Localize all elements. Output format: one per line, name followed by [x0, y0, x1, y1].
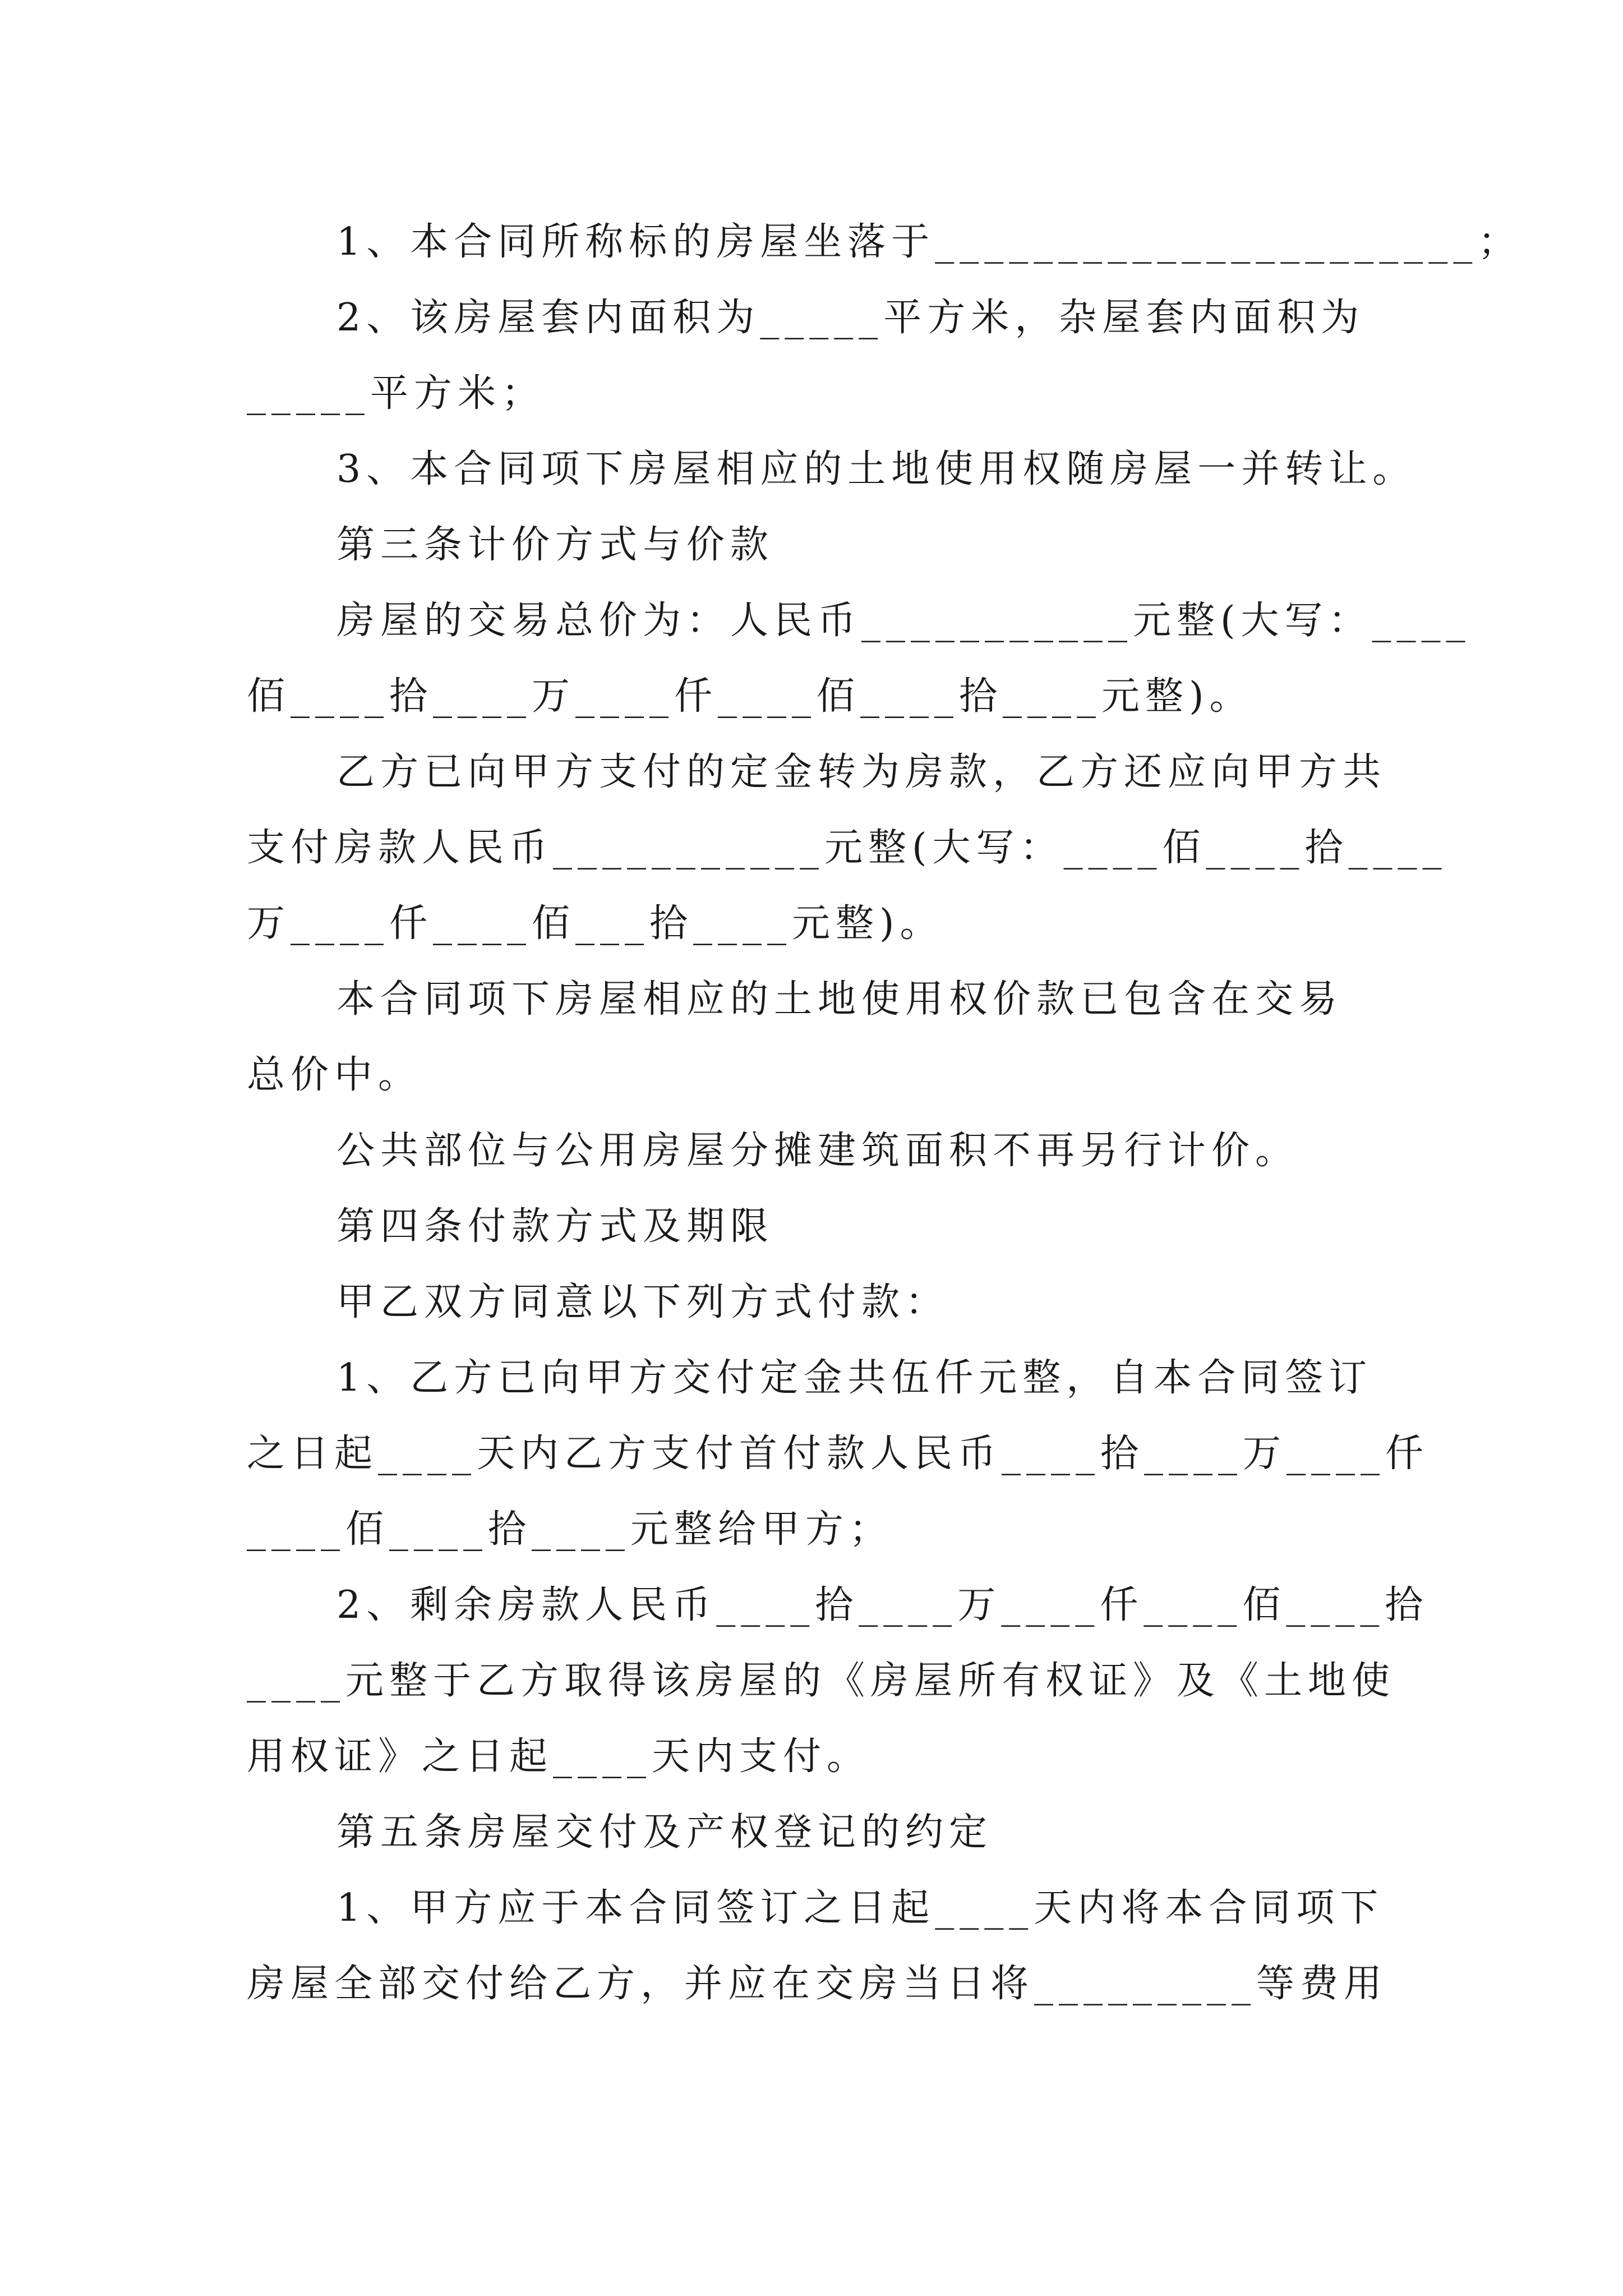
clause-line: 3、本合同项下房屋相应的土地使用权随房屋一并转让。: [336, 447, 1417, 491]
clause-line: 万____仟____佰___拾____元整)。: [247, 901, 944, 946]
clause-line: 1、本合同所称标的房屋坐落于______________________；: [336, 220, 1522, 264]
clause-line: 甲乙双方同意以下列方式付款：: [336, 1280, 949, 1324]
section-heading: 第五条房屋交付及产权登记的约定: [336, 1810, 993, 1855]
clause-line: ____元整于乙方取得该房屋的《房屋所有权证》及《土地使: [247, 1659, 1396, 1703]
clause-line: 乙方已向甲方支付的定金转为房款，乙方还应向甲方共: [336, 750, 1387, 794]
section-heading: 第三条计价方式与价款: [336, 523, 774, 567]
section-heading: 第四条付款方式及期限: [336, 1204, 774, 1249]
clause-line: 公共部位与公用房屋分摊建筑面积不再另行计价。: [336, 1129, 1299, 1173]
clause-line: 佰____拾____万____仟____佰____拾____元整)。: [247, 674, 1253, 719]
clause-line: 房屋的交易总价为：人民币___________元整(大写：____: [336, 599, 1471, 643]
clause-line: _____平方米；: [247, 371, 546, 416]
clause-line: 总价中。: [247, 1053, 422, 1097]
clause-line: 房屋全部交付给乙方，并应在交房当日将_________等费用: [247, 1962, 1388, 2006]
clause-line: 用权证》之日起____天内支付。: [247, 1734, 871, 1779]
clause-line: 1、甲方应于本合同签订之日起____天内将本合同项下: [336, 1886, 1384, 1930]
clause-line: 之日起____天内乙方支付首付款人民币____拾____万____仟: [247, 1432, 1430, 1476]
clause-line: 2、该房屋套内面积为_____平方米，杂屋套内面积为: [336, 296, 1365, 340]
clause-line: 2、剩余房款人民币____拾____万____仟____佰____拾: [336, 1583, 1429, 1627]
clause-line: 支付房款人民币___________元整(大写：____佰____拾____: [247, 826, 1447, 870]
clause-line: 本合同项下房屋相应的土地使用权价款已包含在交易: [336, 977, 1343, 1022]
clause-line: ____佰____拾____元整给甲方；: [247, 1507, 893, 1552]
clause-line: 1、乙方已向甲方交付定金共伍仟元整，自本合同签订: [336, 1356, 1373, 1400]
